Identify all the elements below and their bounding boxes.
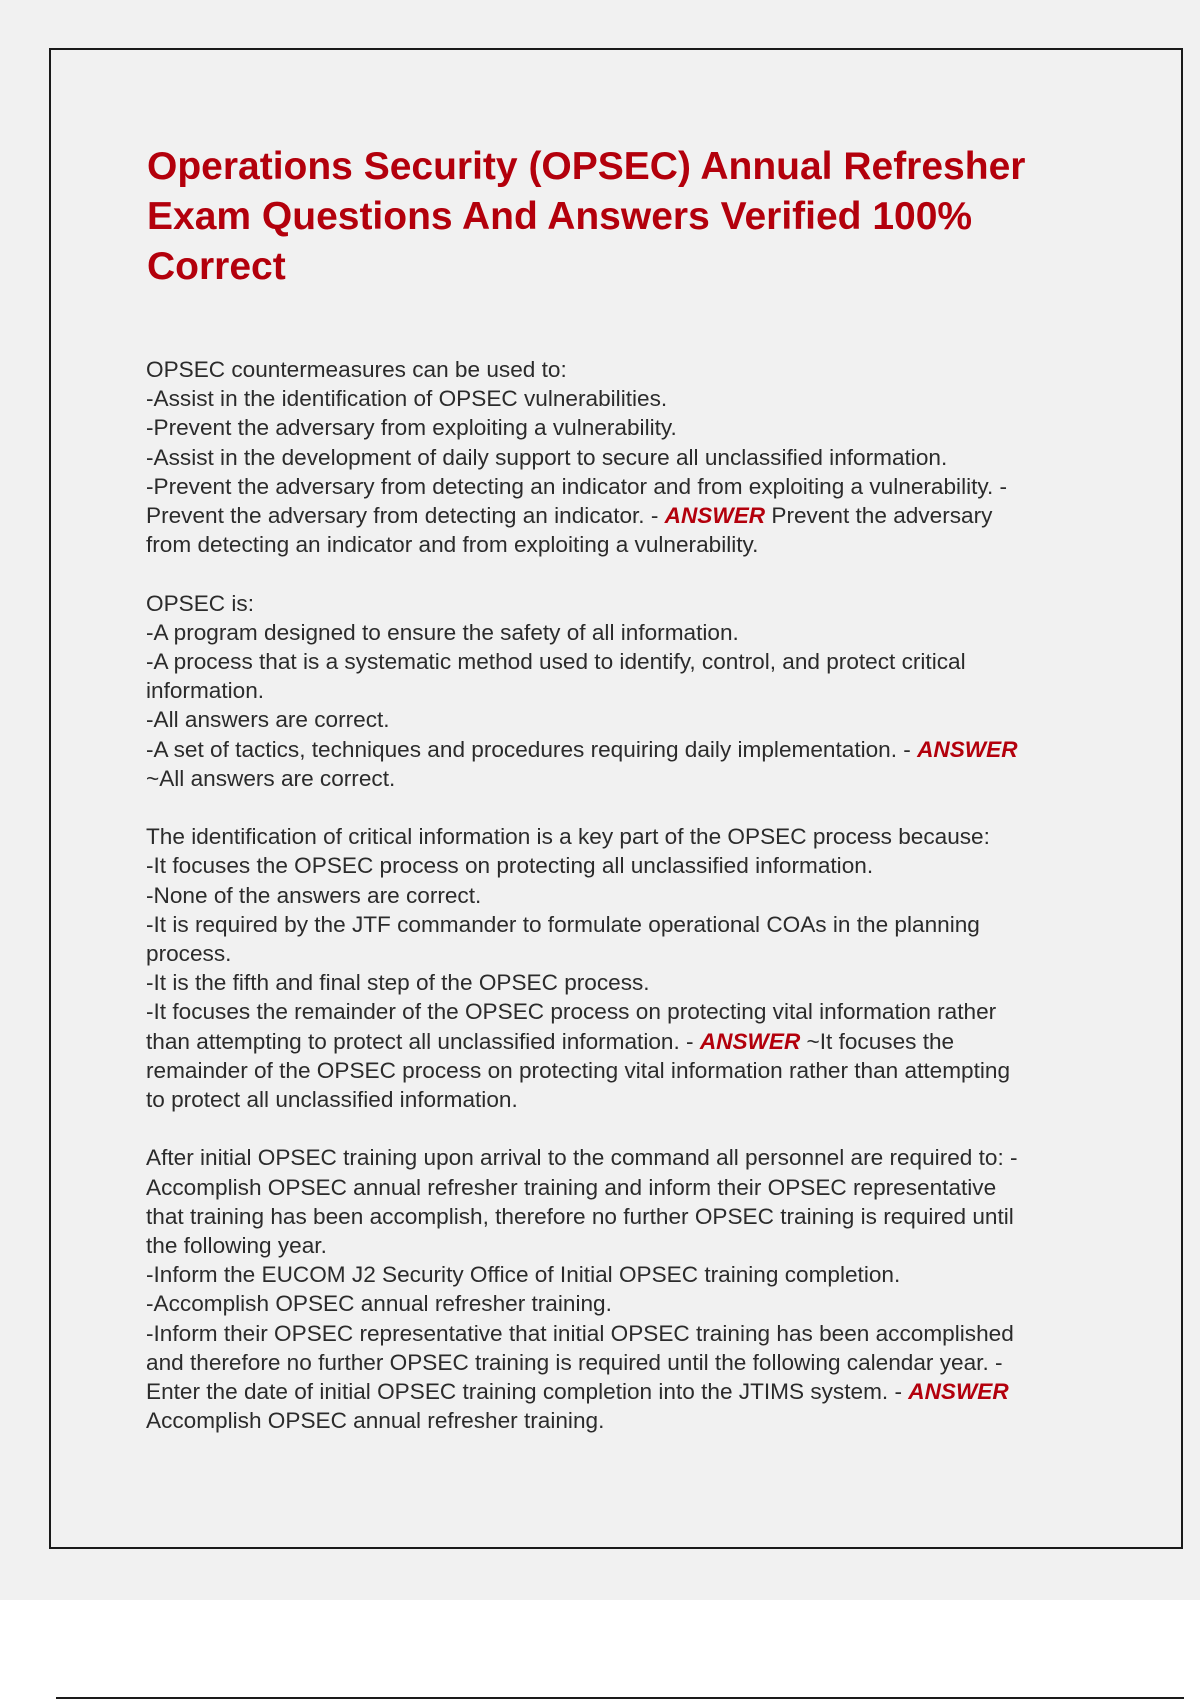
line-text: -It focuses the OPSEC process on protecting all unclassified information. [146,853,874,879]
option-line [146,881,1136,910]
option-line [146,910,1136,939]
option-line [146,1260,1136,1289]
option-line [146,647,1136,676]
line-text: Enter the date of initial OPSEC training completion into the JTIMS system. - [146,1379,909,1405]
question-text [146,589,1136,618]
qa-item [146,589,1136,793]
option-line [146,413,1136,442]
line-text: -Inform the EUCOM J2 Security Office of Initial OPSEC training completion. [146,1262,901,1288]
line-text: -None of the answers are correct. [146,882,482,908]
answer-text: ~All answers are correct. [146,765,396,791]
document-frame [49,48,1183,1549]
line-text: The identification of critical information is a key part of the OPSEC process because: [146,824,990,850]
line-text: -Assist in the development of daily support to secure all unclassified information. [146,444,948,470]
question-text [146,1143,1136,1172]
option-line [146,501,1136,530]
answer-label: ANSWER [699,1028,801,1054]
answer-text: remainder of the OPSEC process on protecting vital information rather than attempting [146,1057,1011,1083]
line-text: -Assist in the identification of OPSEC vulnerabilities. [146,386,668,412]
answer-label: ANSWER [917,736,1018,762]
line-text: -Accomplish OPSEC annual refresher training. [146,1291,612,1317]
question-text [146,355,1136,384]
option-line [146,443,1136,472]
line-text: OPSEC countermeasures can be used to: [146,357,567,382]
title-line: Exam Questions And Answers Verified 100% [147,195,973,238]
line-text: -A program designed to ensure the safety of all information. [146,619,739,645]
line-text: OPSEC is: [146,590,254,616]
line-text: -A process that is a systematic method used to identify, control, and protect critical [146,649,966,675]
line-text: After initial OPSEC training upon arrival to the command all personnel are required to: - [146,1145,1018,1171]
line-text: the following year. [146,1233,327,1259]
option-line [146,851,1136,880]
line-text: Prevent the adversary from detecting an indicator. - [146,503,665,529]
line-text: process. [146,941,232,967]
option-line [146,1348,1136,1377]
answer-text: from detecting an indicator and from exploiting a vulnerability. [146,532,759,558]
line-text: -It is the fifth and final step of the OPSEC process. [146,970,650,996]
option-line [146,384,1136,413]
qa-item [146,822,1136,1114]
option-line [146,1173,1136,1202]
title-line: Correct [147,245,286,288]
line-text: -Prevent the adversary from detecting an indicator and from exploiting a vulnerability. - [146,473,1008,499]
answer-text: Accomplish OPSEC annual refresher training. [146,1408,605,1434]
answer-label: ANSWER [664,503,766,529]
option-line [146,1231,1136,1260]
option-line [146,939,1136,968]
answer-text: to protect all unclassified information. [146,1087,518,1113]
line-text: and therefore no further OPSEC training is required until the following calendar year. - [146,1349,1003,1375]
answer-text: Prevent the adversary [765,503,993,529]
qa-item [146,355,1136,559]
line-text: -A set of tactics, techniques and procedures requiring daily implementation. - [146,736,918,762]
document-title [147,142,1087,292]
line-text: -All answers are correct. [146,707,390,733]
line-text: Accomplish OPSEC annual refresher training and inform their OPSEC representative [146,1174,997,1200]
title-line: Operations Security (OPSEC) Annual Refresher [147,145,1026,188]
line-text: information. [146,678,265,704]
option-line [146,618,1136,647]
qa-list [146,355,1136,1465]
option-line [146,1319,1136,1348]
line-text: -It focuses the remainder of the OPSEC process on protecting vital information rather [146,999,997,1025]
option-line [146,997,1136,1026]
answer-label: ANSWER [908,1379,1009,1405]
question-text [146,822,1136,851]
option-line [146,735,1136,764]
line-text: -Prevent the adversary from exploiting a vulnerability. [146,415,677,441]
answer-text: ~It focuses the [800,1028,955,1054]
option-line [146,1027,1136,1056]
line-text: -It is required by the JTF commander to formulate operational COAs in the planning [146,911,980,937]
option-line [146,968,1136,997]
line-text: that training has been accomplish, therefore no further OPSEC training is required until [146,1203,1014,1229]
option-line [146,1377,1136,1406]
line-text: than attempting to protect all unclassified information. - [146,1028,700,1054]
option-line [146,472,1136,501]
option-line [146,1202,1136,1231]
option-line [146,705,1136,734]
footer-rule [56,1697,1184,1699]
option-line [146,676,1136,705]
qa-item [146,1143,1136,1435]
option-line [146,1289,1136,1318]
line-text: -Inform their OPSEC representative that initial OPSEC training has been accomplished [146,1320,1014,1346]
